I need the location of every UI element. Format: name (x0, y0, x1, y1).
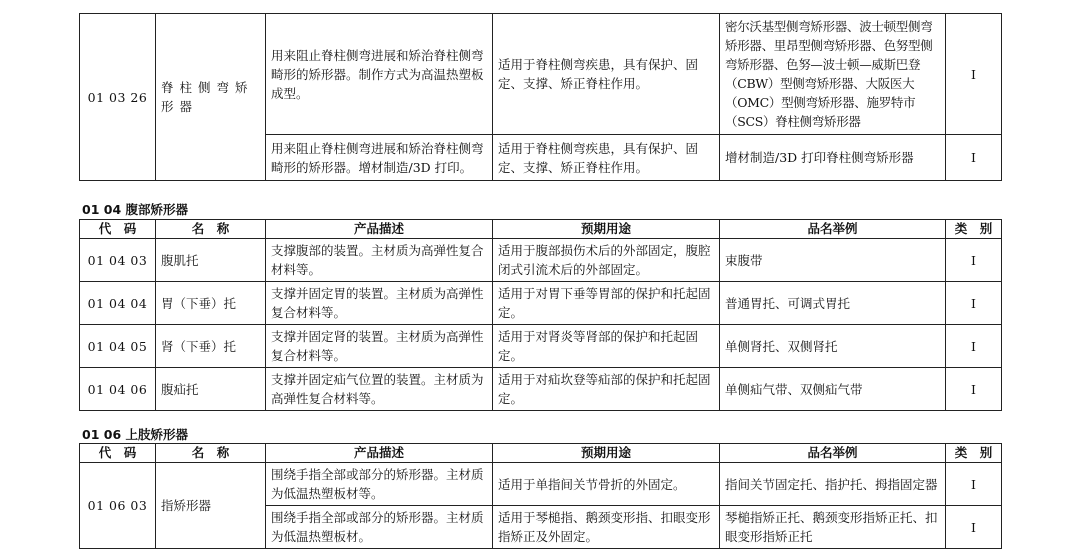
product-class: Ⅰ (946, 135, 1002, 181)
intended-use: 适用于琴槌指、鹅颈变形指、扣眼变形指矫正及外固定。 (493, 506, 720, 549)
product-code: 01 03 26 (80, 14, 156, 181)
section-title-upper-limb: 01 06 上肢矫形器 (82, 427, 188, 442)
product-code: 01 04 04 (80, 282, 156, 325)
intended-use: 适用于腹部损伤术后的外部固定，腹腔闭式引流术后的外部固定。 (493, 239, 720, 282)
product-name: 脊柱侧弯矫形器 (156, 14, 266, 181)
intended-use: 适用于对胃下垂等胃部的保护和托起固定。 (493, 282, 720, 325)
section-title-abdominal: 01 04 腹部矫形器 (82, 202, 188, 217)
table-row (80, 282, 1002, 325)
intended-use: 适用于脊柱侧弯疾患，具有保护、固定、支撑、矫正脊柱作用。 (493, 14, 720, 135)
header-class: 类 别 (946, 444, 1002, 463)
product-name: 胃（下垂）托 (156, 282, 266, 325)
product-class: Ⅰ (946, 14, 1002, 135)
product-name: 腹疝托 (156, 368, 266, 411)
product-examples: 密尔沃基型侧弯矫形器、波士顿型侧弯矫形器、里昂型侧弯矫形器、色努型侧弯矫形器、色努—波士顿—威斯巴登（CBW）型侧弯矫形器、大阪医大（OMC）型侧弯矫形器、施罗特市（SCS）脊柱侧弯矫形器 (720, 14, 946, 135)
product-examples: 增材制造/3D 打印脊柱侧弯矫形器 (720, 135, 946, 181)
product-code: 01 04 03 (80, 239, 156, 282)
header-code: 代 码 (80, 444, 156, 463)
product-description: 用来阻止脊柱侧弯进展和矫治脊柱侧弯畸形的矫形器。增材制造/3D 打印。 (266, 135, 493, 181)
product-description: 支撑并固定疝气位置的装置。主材质为高弹性复合材料等。 (266, 368, 493, 411)
product-examples: 普通胃托、可调式胃托 (720, 282, 946, 325)
upper-limb-orthosis-table (79, 443, 1002, 549)
product-description: 支撑并固定胃的装置。主材质为高弹性复合材料等。 (266, 282, 493, 325)
header-code: 代 码 (80, 220, 156, 239)
product-examples: 琴槌指矫正托、鹅颈变形指矫正托、扣眼变形指矫正托 (720, 506, 946, 549)
intended-use: 适用于对疝坎登等疝部的保护和托起固定。 (493, 368, 720, 411)
product-examples: 指间关节固定托、指护托、拇指固定器 (720, 463, 946, 506)
product-description: 围绕手指全部或部分的矫形器。主材质为低温热塑板材等。 (266, 463, 493, 506)
product-class: Ⅰ (946, 506, 1002, 549)
table-row (80, 368, 1002, 411)
product-description: 用来阻止脊柱侧弯进展和矫治脊柱侧弯畸形的矫形器。制作方式为高温热塑板成型。 (266, 14, 493, 135)
product-name: 肾（下垂）托 (156, 325, 266, 368)
product-code: 01 06 03 (80, 463, 156, 549)
product-class: Ⅰ (946, 239, 1002, 282)
product-description: 支撑腹部的装置。主材质为高弹性复合材料等。 (266, 239, 493, 282)
product-name: 腹肌托 (156, 239, 266, 282)
product-examples: 单侧疝气带、双侧疝气带 (720, 368, 946, 411)
header-use: 预期用途 (493, 220, 720, 239)
abdominal-orthosis-table (79, 219, 1002, 411)
product-class: Ⅰ (946, 282, 1002, 325)
product-class: Ⅰ (946, 463, 1002, 506)
table-row (80, 239, 1002, 282)
header-name: 名 称 (156, 220, 266, 239)
product-name: 指矫形器 (156, 463, 266, 549)
table-row (80, 325, 1002, 368)
product-class: Ⅰ (946, 325, 1002, 368)
table-row (80, 463, 1002, 506)
table-header-row (80, 444, 1002, 463)
product-code: 01 04 06 (80, 368, 156, 411)
intended-use: 适用于对肾炎等肾部的保护和托起固定。 (493, 325, 720, 368)
table-header-row (80, 220, 1002, 239)
product-class: Ⅰ (946, 368, 1002, 411)
header-description: 产品描述 (266, 444, 493, 463)
intended-use: 适用于单指间关节骨折的外固定。 (493, 463, 720, 506)
intended-use: 适用于脊柱侧弯疾患，具有保护、固定、支撑、矫正脊柱作用。 (493, 135, 720, 181)
product-code: 01 04 05 (80, 325, 156, 368)
header-description: 产品描述 (266, 220, 493, 239)
product-examples: 单侧肾托、双侧肾托 (720, 325, 946, 368)
product-examples: 束腹带 (720, 239, 946, 282)
header-examples: 品名举例 (720, 220, 946, 239)
spinal-orthosis-table (79, 13, 1002, 181)
product-description: 围绕手指全部或部分的矫形器。主材质为低温热塑板材。 (266, 506, 493, 549)
product-description: 支撑并固定肾的装置。主材质为高弹性复合材料等。 (266, 325, 493, 368)
header-use: 预期用途 (493, 444, 720, 463)
header-examples: 品名举例 (720, 444, 946, 463)
table-row (80, 14, 1002, 135)
header-name: 名 称 (156, 444, 266, 463)
header-class: 类 别 (946, 220, 1002, 239)
